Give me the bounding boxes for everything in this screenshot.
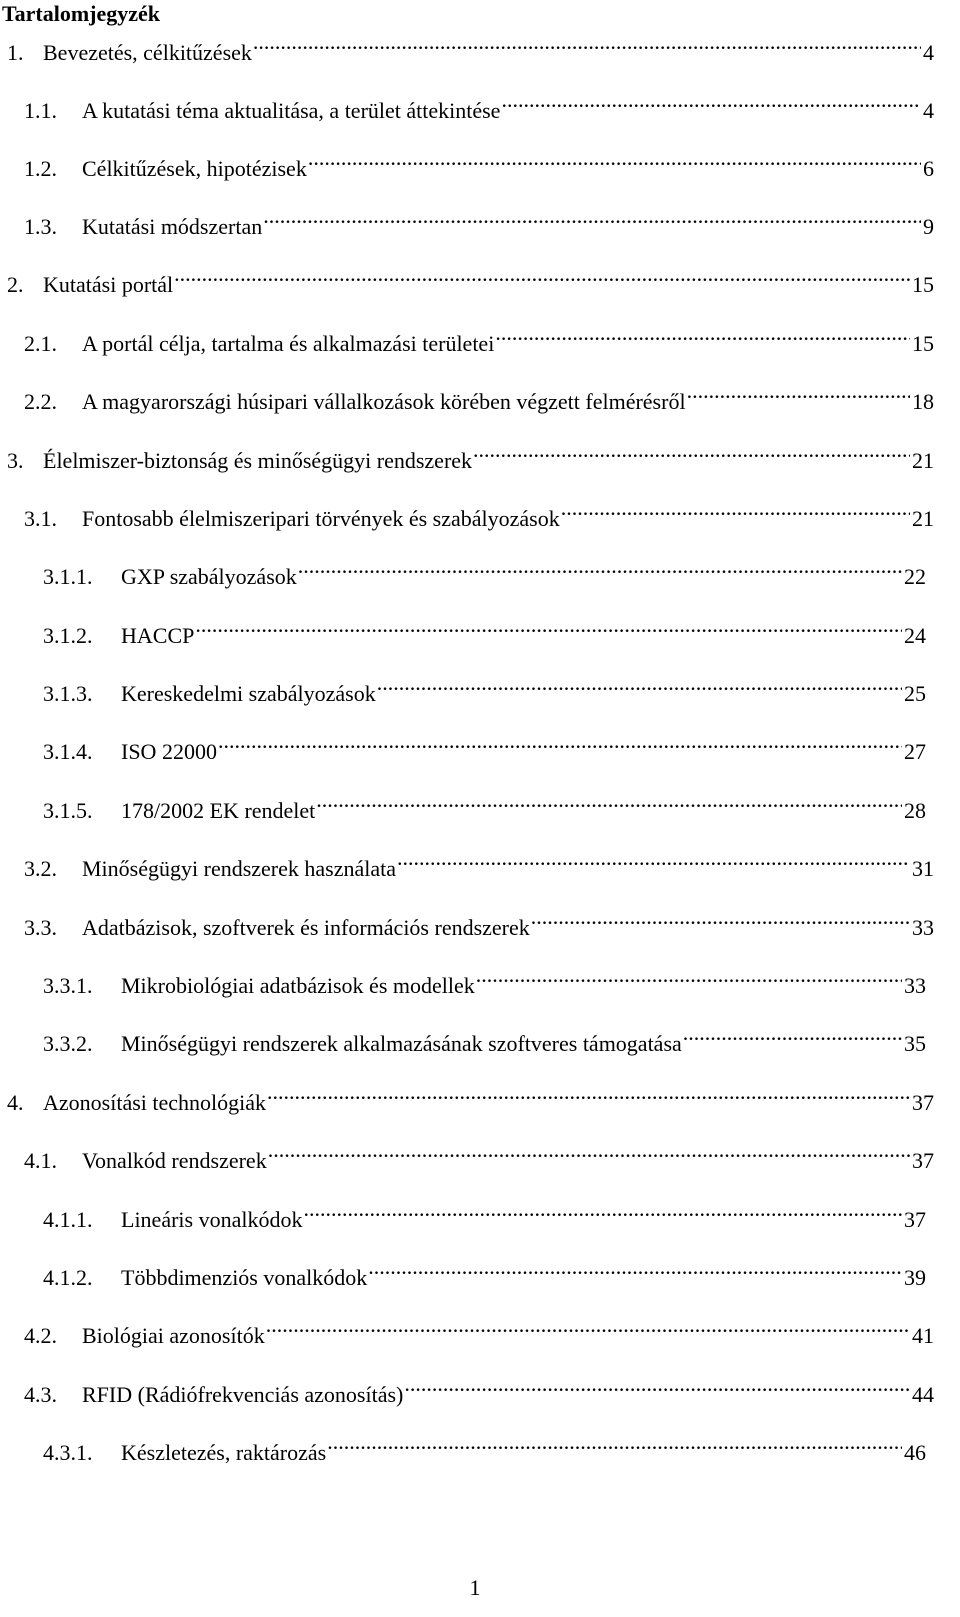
- toc-entry-page: 27: [904, 739, 926, 764]
- toc-entry-number: 1.2.: [24, 156, 57, 181]
- toc-entry-page: 46: [904, 1440, 926, 1465]
- dot-leader: [368, 1255, 902, 1285]
- toc-entry[interactable]: [43, 1430, 926, 1465]
- toc-entry-number: 4.2.: [24, 1323, 57, 1348]
- toc-entry-title: Mikrobiológiai adatbázisok és modellek: [121, 973, 475, 998]
- toc-entry-number: 3.3.1.: [43, 973, 93, 998]
- toc-entry-page: 6: [923, 156, 934, 181]
- toc-entry[interactable]: [43, 729, 926, 764]
- dot-leader: [195, 613, 902, 643]
- toc-entry[interactable]: [24, 496, 934, 531]
- toc-entry-title: Bevezetés, célkitűzések: [43, 40, 252, 65]
- toc-entry-number: 3.2.: [24, 856, 57, 881]
- dot-leader: [316, 788, 902, 818]
- toc-entry-page: 44: [912, 1382, 934, 1407]
- toc-entry-title: A kutatási téma aktualitása, a terület áttekintése: [82, 98, 501, 123]
- toc-entry-title: Vonalkód rendszerek: [82, 1148, 267, 1173]
- toc-entry-page: 37: [912, 1090, 934, 1115]
- dot-leader: [298, 554, 902, 584]
- dot-leader: [476, 963, 902, 993]
- dot-leader: [495, 321, 910, 351]
- dot-leader: [404, 1372, 910, 1402]
- toc-entry-title: Azonosítási technológiák: [43, 1090, 267, 1115]
- dot-leader: [266, 1313, 910, 1343]
- toc-entry[interactable]: [43, 1255, 926, 1290]
- toc-entry-title: Kutatási portál: [43, 272, 174, 297]
- toc-entry[interactable]: [24, 379, 934, 414]
- toc-entry-title: A magyarországi húsipari vállalkozások körében végzett felmérésről: [82, 389, 686, 414]
- toc-entry-page: 15: [912, 331, 934, 356]
- dot-leader: [687, 379, 910, 409]
- toc-entry-page: 25: [904, 681, 926, 706]
- toc-entry-number: 3.1.1.: [43, 564, 93, 589]
- toc-entry[interactable]: [24, 204, 934, 239]
- toc-entry-page: 28: [904, 798, 926, 823]
- toc-entry[interactable]: [7, 438, 934, 473]
- toc-entry-number: 3.1.5.: [43, 798, 93, 823]
- toc-entry-title: Biológiai azonosítók: [82, 1323, 265, 1348]
- toc-entry-number: 3.1.: [24, 506, 57, 531]
- toc-entry-number: 4.1.1.: [43, 1207, 93, 1232]
- toc-entry-title: Lineáris vonalkódok: [121, 1207, 303, 1232]
- toc-entry-number: 2.2.: [24, 389, 57, 414]
- toc-entry-page: 22: [904, 564, 926, 589]
- toc-entry[interactable]: [7, 30, 934, 65]
- toc-entry[interactable]: [43, 613, 926, 648]
- toc-entry-number: 4.1.2.: [43, 1265, 93, 1290]
- dot-leader: [683, 1021, 902, 1051]
- toc-entry-number: 3.1.4.: [43, 739, 93, 764]
- toc-entry[interactable]: [24, 905, 934, 940]
- toc-entry-page: 4: [923, 40, 934, 65]
- page-number: 1: [469, 1575, 481, 1600]
- toc-entry-title: GXP szabályozások: [121, 564, 297, 589]
- dot-leader: [253, 30, 921, 60]
- toc-entry-title: 178/2002 EK rendelet: [121, 798, 316, 823]
- toc-entry-title: Adatbázisok, szoftverek és információs rendszerek: [82, 915, 530, 940]
- dot-leader: [531, 905, 910, 935]
- dot-leader: [267, 1080, 910, 1110]
- toc-entry-number: 2.: [7, 272, 24, 297]
- toc-entry[interactable]: [43, 1021, 926, 1056]
- dot-leader: [327, 1430, 902, 1460]
- toc-entry[interactable]: [43, 788, 926, 823]
- toc-entry-number: 1.: [7, 40, 24, 65]
- toc-entry-page: 24: [904, 623, 926, 648]
- toc-entry[interactable]: [24, 146, 934, 181]
- toc-entry-number: 1.1.: [24, 98, 57, 123]
- toc-entry-title: ISO 22000: [121, 739, 217, 764]
- toc-entry[interactable]: [43, 671, 926, 706]
- toc-entry-title: Kutatási módszertan: [82, 214, 263, 239]
- dot-leader: [303, 1197, 902, 1227]
- toc-title: Tartalomjegyzék: [2, 1, 161, 26]
- toc-entry-number: 3.1.2.: [43, 623, 93, 648]
- toc-entry-number: 3.1.3.: [43, 681, 93, 706]
- dot-leader: [218, 729, 902, 759]
- toc-entry[interactable]: [24, 846, 934, 881]
- dot-leader: [561, 496, 910, 526]
- toc-entry-title: Fontosabb élelmiszeripari törvények és szabályozások: [82, 506, 560, 531]
- toc-entry-page: 39: [904, 1265, 926, 1290]
- toc-entry-page: 31: [912, 856, 934, 881]
- toc-entry-page: 21: [912, 506, 934, 531]
- toc-entry-number: 3.: [7, 448, 24, 473]
- toc-entry-title: A portál célja, tartalma és alkalmazási területei: [82, 331, 495, 356]
- toc-entry[interactable]: [7, 1080, 934, 1115]
- toc-entry-page: 37: [904, 1207, 926, 1232]
- toc-entry-title: Célkitűzések, hipotézisek: [82, 156, 307, 181]
- toc-entry-number: 4.3.1.: [43, 1440, 93, 1465]
- toc-entry-page: 35: [904, 1031, 926, 1056]
- toc-entry[interactable]: [24, 1138, 934, 1173]
- toc-entry-title: Többdimenziós vonalkódok: [121, 1265, 368, 1290]
- toc-entry-title: Készletezés, raktározás: [121, 1440, 327, 1465]
- dot-leader: [174, 262, 910, 292]
- dot-leader: [308, 146, 921, 176]
- toc-entry-page: 41: [912, 1323, 934, 1348]
- toc-entry-number: 4.1.: [24, 1148, 57, 1173]
- dot-leader: [397, 846, 910, 876]
- toc-entry-number: 1.3.: [24, 214, 57, 239]
- toc-entry-page: 33: [912, 915, 934, 940]
- toc-entry-page: 15: [912, 272, 934, 297]
- toc-entry[interactable]: [24, 1372, 934, 1407]
- toc-entry-title: Kereskedelmi szabályozások: [121, 681, 376, 706]
- toc-entry-number: 4.3.: [24, 1382, 57, 1407]
- toc-entry-number: 4.: [7, 1090, 24, 1115]
- dot-leader: [473, 438, 910, 468]
- toc-entry[interactable]: [43, 554, 926, 589]
- toc-entry-number: 3.3.: [24, 915, 57, 940]
- toc-entry-page: 18: [912, 389, 934, 414]
- toc-entry[interactable]: [24, 1313, 934, 1348]
- toc-entry-title: HACCP: [121, 623, 195, 648]
- toc-entry[interactable]: [7, 262, 934, 297]
- toc-entry-number: 3.3.2.: [43, 1031, 93, 1056]
- toc-entry-page: 37: [912, 1148, 934, 1173]
- dot-leader: [501, 88, 921, 118]
- toc-entry-page: 33: [904, 973, 926, 998]
- dot-leader: [377, 671, 902, 701]
- toc-entry-page: 4: [923, 98, 934, 123]
- toc-entry-page: 9: [923, 214, 934, 239]
- dot-leader: [268, 1138, 910, 1168]
- toc-entry-title: Minőségügyi rendszerek használata: [82, 856, 396, 881]
- toc-entry-title: Élelmiszer-biztonság és minőségügyi rendszerek: [43, 448, 473, 473]
- toc-entry[interactable]: [24, 88, 934, 123]
- toc-entry-number: 2.1.: [24, 331, 57, 356]
- dot-leader: [263, 204, 921, 234]
- toc-entry[interactable]: [24, 321, 934, 356]
- toc-entry-title: Minőségügyi rendszerek alkalmazásának szoftveres támogatása: [121, 1031, 682, 1056]
- toc-entry[interactable]: [43, 963, 926, 998]
- toc-entry-title: RFID (Rádiófrekvenciás azonosítás): [82, 1382, 404, 1407]
- toc-entry[interactable]: [43, 1197, 926, 1232]
- toc-entry-page: 21: [912, 448, 934, 473]
